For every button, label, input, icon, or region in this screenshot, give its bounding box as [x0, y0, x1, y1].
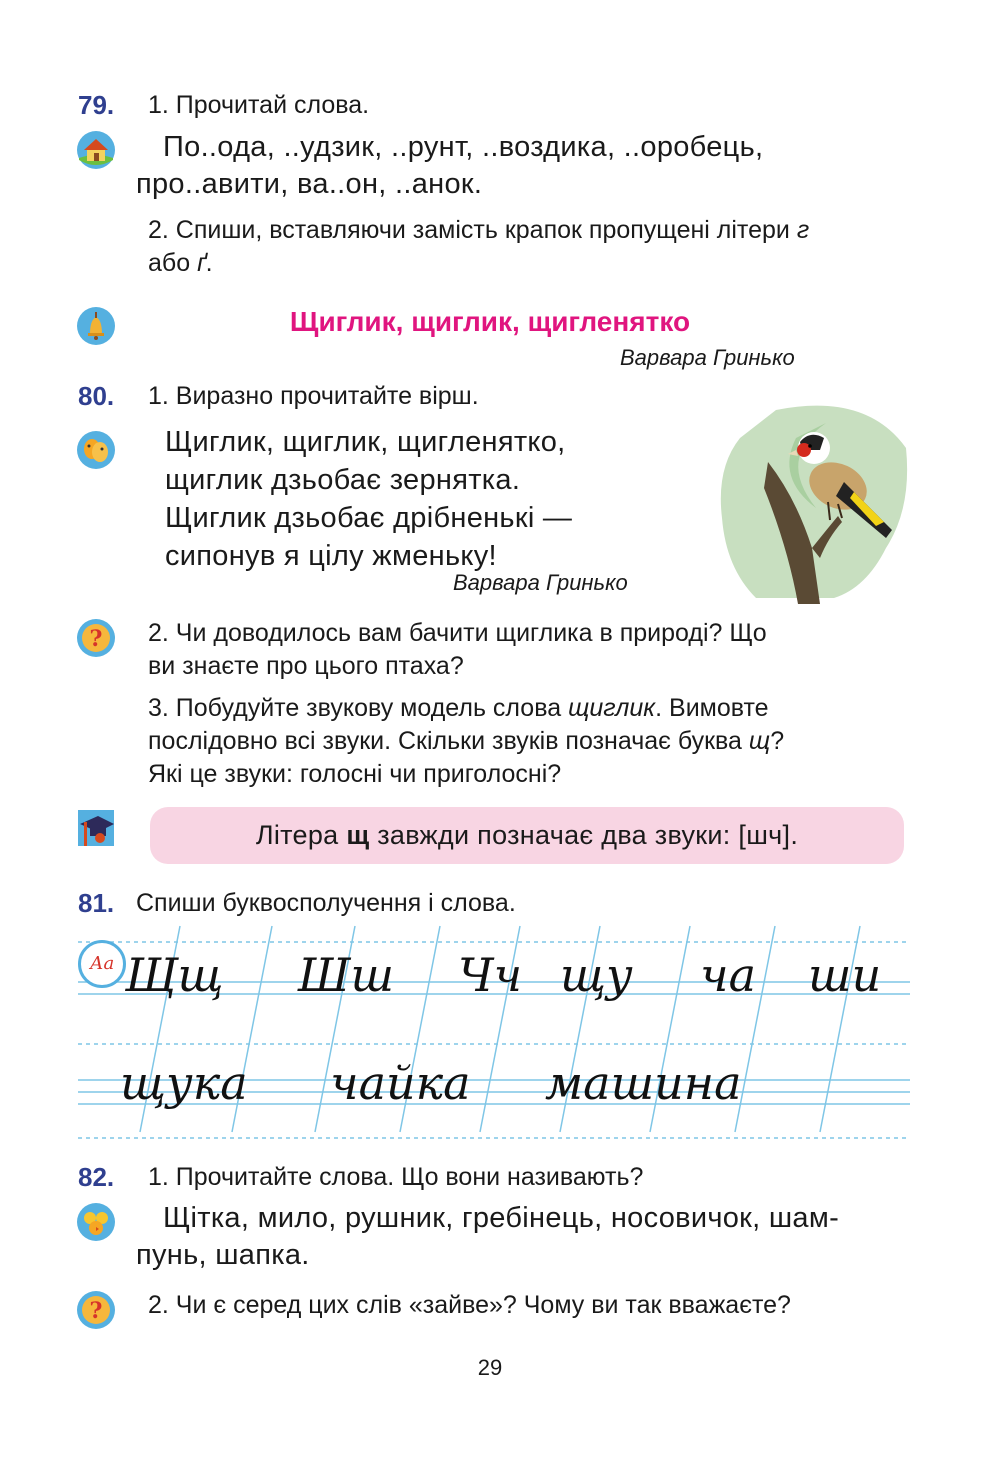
handwriting-icon: Аа — [78, 940, 126, 988]
cursive-sample: машина — [545, 1056, 742, 1110]
cursive-sample: Шш — [298, 948, 395, 1002]
task-text: 1. Виразно прочитайте вірш. — [148, 382, 479, 410]
cursive-sample: Щщ — [125, 948, 224, 1002]
words-line: Щітка, мило, рушник, гребінець, носовичок, шам- — [163, 1202, 840, 1234]
cursive-sample: ши — [808, 948, 882, 1002]
chicks-icon — [76, 1202, 116, 1242]
graduation-cap-icon — [76, 808, 116, 848]
exercise-number: 82. — [78, 1162, 115, 1192]
task-text: 2. Спиши, вставляючи замість крапок пропущені літери г або ґ. — [148, 216, 810, 277]
poem-title: Щиглик, щиглик, щигленятко — [289, 306, 691, 337]
task-text: 2. Чи доводилось вам бачити щиглика в природі? Що ви знаєте про цього птаха? — [148, 619, 767, 680]
house-icon — [76, 130, 116, 170]
cursive-sample: щу — [560, 948, 633, 1002]
task-text: 3. Побудуйте звукову модель слова щиглик. Вимовте послідовно всі звуки. Скільки звуків позначає буква щ? Які це звуки: голосні чи приголосні? — [148, 694, 785, 788]
task-text: 1. Прочитай слова. — [148, 91, 370, 119]
exercise-number: 81. — [78, 888, 115, 918]
page-number: 29 — [477, 1355, 503, 1380]
poem-line: сипонув я цілу жменьку! — [165, 540, 497, 572]
goldfinch-illustration — [716, 398, 912, 604]
poem-line: щиглик дзьобає зернятка. — [165, 464, 521, 496]
svg-text:?: ? — [89, 1298, 103, 1324]
words-line: По..ода, ..удзик, ..рунт, ..воздика, ..оробець, — [163, 131, 764, 163]
masks-icon — [76, 430, 116, 470]
exercise-number: 79. — [78, 90, 115, 120]
exercise-number: 80. — [78, 381, 115, 411]
poem-text — [165, 423, 572, 575]
question-icon — [76, 1290, 116, 1330]
rule-box — [150, 807, 904, 864]
task-text: Спиши буквосполучення і слова. — [136, 889, 516, 917]
rule-text: Літера щ завжди позначає два звуки: [шч]. — [255, 820, 799, 850]
words-line: пунь, шапка. — [136, 1239, 310, 1271]
task-text: 1. Прочитайте слова. Що вони називають? — [148, 1163, 644, 1191]
task-text: 2. Чи є серед цих слів «зайве»? Чому ви так вважаєте? — [148, 1291, 791, 1319]
svg-text:?: ? — [89, 626, 103, 652]
poem-author: Варвара Гринько — [620, 345, 795, 370]
poem-line: Щиглик дзьобає дрібненькі — — [165, 502, 573, 534]
cursive-sample: чайка — [330, 1056, 471, 1110]
poem-author: Варвара Гринько — [453, 570, 628, 595]
cursive-sample: Чч — [458, 948, 523, 1002]
words-line: про..авити, ва..он, ..анок. — [136, 168, 483, 200]
question-icon — [76, 618, 116, 658]
cursive-sample: щука — [120, 1056, 248, 1110]
cursive-sample: ча — [700, 948, 757, 1002]
poem-line: Щиглик, щиглик, щигленятко, — [165, 426, 566, 458]
